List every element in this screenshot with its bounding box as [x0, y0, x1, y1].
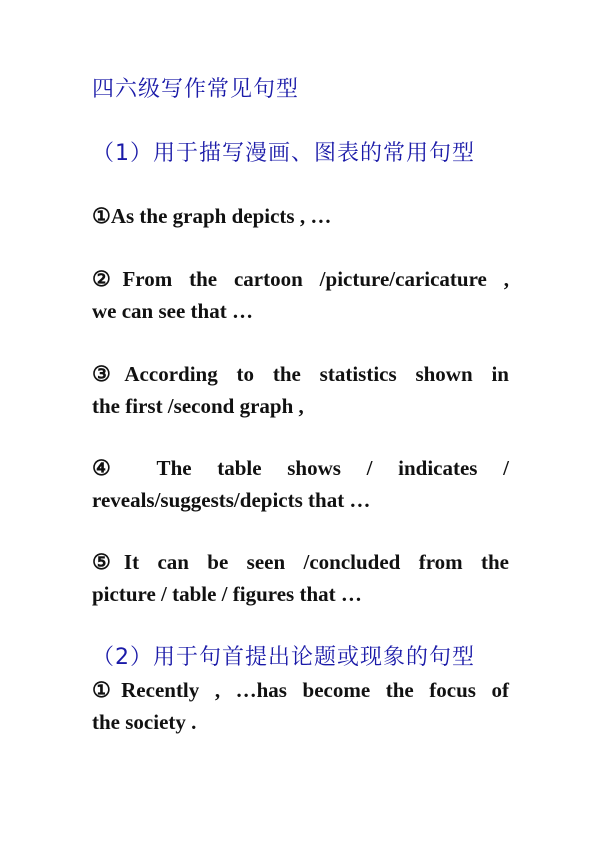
section-2-heading: （2）用于句首提出论题或现象的句型 — [92, 645, 475, 670]
sentence-pattern-6-line-2: the society . — [92, 710, 197, 734]
sentence-pattern-3-line-2: the first /second graph , — [92, 394, 304, 418]
section-1-heading: （1）用于描写漫画、图表的常用句型 — [92, 141, 475, 166]
sentence-pattern-5 — [92, 546, 509, 610]
sentence-pattern-6 — [92, 674, 509, 738]
sentence-pattern-4-line-2: reveals/suggests/depicts that … — [92, 488, 371, 512]
document-title: 四六级写作常见句型 — [92, 77, 300, 102]
sentence-pattern-5-line-1: ⑤It can be seen /concluded from the — [92, 550, 509, 574]
sentence-pattern-5-line-2: picture / table / figures that … — [92, 582, 362, 606]
sentence-pattern-1-line-1: ①As the graph depicts , … — [92, 204, 332, 228]
sentence-pattern-2 — [92, 263, 509, 327]
sentence-pattern-4 — [92, 452, 509, 516]
sentence-pattern-6-line-1: ①Recently , …has become the focus of — [92, 678, 509, 702]
sentence-pattern-4-line-1: ④ The table shows / indicates / — [92, 456, 509, 480]
sentence-pattern-3 — [92, 358, 509, 422]
sentence-pattern-2-line-2: we can see that … — [92, 299, 253, 323]
sentence-pattern-2-line-1: ②From the cartoon /picture/caricature , — [92, 267, 509, 291]
sentence-pattern-1 — [92, 200, 509, 232]
sentence-pattern-3-line-1: ③According to the statistics shown in — [92, 362, 509, 386]
